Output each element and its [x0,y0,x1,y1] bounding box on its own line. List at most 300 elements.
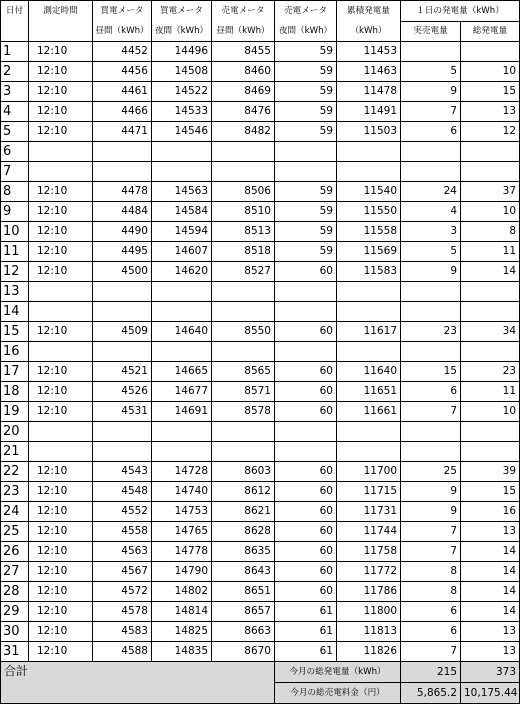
cell-actual-sold: 9 [401,482,461,502]
cell-day: 21 [1,442,29,462]
cell-time: 12:10 [29,322,93,342]
cell-total-generation: 37 [461,182,520,202]
cell-sell-night: 59 [275,222,337,242]
table-row [1,382,520,402]
cell-cumulative: 11617 [337,322,401,342]
cell-buy-night: 14825 [152,622,212,642]
cell-buy-night: 14522 [152,82,212,102]
cell-time: 12:10 [29,122,93,142]
cell-sell-day: 8482 [212,122,275,142]
cell-sell-day: 8628 [212,522,275,542]
cell-sell-day [212,162,275,182]
monthly-energy-actual: 215 [401,662,461,683]
cell-sell-day: 8651 [212,582,275,602]
cell-actual-sold: 4 [401,202,461,222]
cell-sell-day: 8527 [212,262,275,282]
cell-total-generation: 11 [461,382,520,402]
cell-time: 12:10 [29,562,93,582]
table-row [1,162,520,182]
cell-buy-day: 4452 [93,42,152,62]
cell-time: 12:10 [29,462,93,482]
cell-day: 29 [1,602,29,622]
table-row [1,42,520,62]
cell-actual-sold: 6 [401,382,461,402]
cell-day: 10 [1,222,29,242]
cell-sell-day [212,442,275,462]
cell-buy-day [93,442,152,462]
table-row [1,142,520,162]
cell-buy-day [93,422,152,442]
cell-actual-sold: 7 [401,102,461,122]
cell-time: 12:10 [29,82,93,102]
table-row [1,342,520,362]
cell-buy-day [93,282,152,302]
summary-section [1,662,520,704]
cell-time [29,422,93,442]
cell-buy-day [93,302,152,322]
cell-sell-night: 59 [275,102,337,122]
cell-buy-night: 14691 [152,402,212,422]
cell-buy-day: 4466 [93,102,152,122]
cell-sell-night: 61 [275,622,337,642]
total-label: 合計 [1,662,275,704]
cell-sell-night [275,282,337,302]
cell-buy-night: 14533 [152,102,212,122]
cell-sell-day: 8518 [212,242,275,262]
cell-time [29,142,93,162]
cell-buy-day: 4490 [93,222,152,242]
cell-time [29,342,93,362]
cell-day: 6 [1,142,29,162]
header-cumulative: 累積発電量 [337,1,401,22]
cell-time: 12:10 [29,62,93,82]
cell-cumulative: 11540 [337,182,401,202]
cell-cumulative [337,442,401,462]
header-time: 測定時間 [29,1,93,22]
cell-buy-night: 14584 [152,202,212,222]
cell-buy-night [152,142,212,162]
cell-actual-sold: 24 [401,182,461,202]
cell-sell-night: 60 [275,322,337,342]
cell-sell-day: 8550 [212,322,275,342]
cell-day: 9 [1,202,29,222]
table-row [1,582,520,602]
cell-buy-day: 4558 [93,522,152,542]
cell-buy-night: 14546 [152,122,212,142]
cell-total-generation: 13 [461,522,520,542]
cell-sell-day: 8565 [212,362,275,382]
cell-sell-day [212,302,275,322]
cell-total-generation: 14 [461,542,520,562]
cell-sell-day: 8663 [212,622,275,642]
cell-time: 12:10 [29,502,93,522]
cell-buy-day: 4578 [93,602,152,622]
cell-cumulative: 11772 [337,562,401,582]
cell-buy-night: 14765 [152,522,212,542]
cell-actual-sold [401,162,461,182]
cell-cumulative: 11558 [337,222,401,242]
cell-buy-day [93,162,152,182]
cell-cumulative: 11569 [337,242,401,262]
table-row [1,182,520,202]
cell-time: 12:10 [29,482,93,502]
cell-sell-night [275,422,337,442]
cell-buy-night [152,282,212,302]
cell-buy-day: 4552 [93,502,152,522]
cell-total-generation: 39 [461,462,520,482]
subheader-buy-night: 夜間（kWh） [152,22,212,42]
table-row [1,422,520,442]
cell-sell-day: 8460 [212,62,275,82]
table-row [1,402,520,422]
cell-actual-sold: 6 [401,122,461,142]
table-row [1,482,520,502]
subheader-sell-day: 昼間（kWh） [212,22,275,42]
cell-total-generation: 34 [461,322,520,342]
cell-sell-night: 60 [275,462,337,482]
cell-sell-night: 60 [275,562,337,582]
cell-buy-day: 4563 [93,542,152,562]
cell-buy-night: 14620 [152,262,212,282]
cell-time: 12:10 [29,522,93,542]
cell-day: 24 [1,502,29,522]
cell-day: 3 [1,82,29,102]
cell-time: 12:10 [29,222,93,242]
cell-buy-day: 4588 [93,642,152,662]
cell-day: 30 [1,622,29,642]
cell-buy-night [152,302,212,322]
cell-day: 26 [1,542,29,562]
cell-sell-night: 60 [275,362,337,382]
cell-sell-day: 8635 [212,542,275,562]
cell-total-generation [461,142,520,162]
cell-day: 15 [1,322,29,342]
monthly-fee-actual: 5,865.2 [401,683,461,704]
cell-buy-day: 4526 [93,382,152,402]
header-row [1,1,520,22]
subheader-buy-day: 昼間（kWh） [93,22,152,42]
cell-actual-sold: 8 [401,582,461,602]
cell-day: 22 [1,462,29,482]
cell-buy-night: 14753 [152,502,212,522]
cell-time: 12:10 [29,642,93,662]
cell-time: 12:10 [29,602,93,622]
cell-sell-night [275,342,337,362]
subheader-row [1,22,520,42]
cell-total-generation: 15 [461,82,520,102]
cell-buy-day: 4456 [93,62,152,82]
cell-actual-sold [401,42,461,62]
cell-time: 12:10 [29,622,93,642]
table-row [1,62,520,82]
summary-energy-row [1,662,520,683]
cell-time: 12:10 [29,542,93,562]
cell-buy-day: 4583 [93,622,152,642]
cell-total-generation: 12 [461,122,520,142]
cell-sell-night: 60 [275,522,337,542]
cell-actual-sold [401,302,461,322]
table-row [1,262,520,282]
cell-time: 12:10 [29,582,93,602]
header-sell-day: 売電メータ [212,1,275,22]
cell-total-generation [461,342,520,362]
cell-day: 19 [1,402,29,422]
cell-total-generation [461,442,520,462]
cell-cumulative: 11786 [337,582,401,602]
cell-total-generation: 10 [461,62,520,82]
header-daily-generation: １日の発電量（kWh） [401,1,520,22]
table-row [1,362,520,382]
cell-actual-sold: 15 [401,362,461,382]
cell-total-generation: 11 [461,242,520,262]
cell-sell-day: 8643 [212,562,275,582]
cell-time [29,302,93,322]
cell-time [29,282,93,302]
cell-day: 25 [1,522,29,542]
cell-cumulative: 11463 [337,62,401,82]
cell-buy-night [152,442,212,462]
table-row [1,602,520,622]
cell-sell-day: 8476 [212,102,275,122]
cell-total-generation: 14 [461,562,520,582]
cell-buy-night: 14835 [152,642,212,662]
cell-sell-day [212,142,275,162]
cell-actual-sold: 9 [401,262,461,282]
cell-day: 1 [1,42,29,62]
cell-buy-day: 4548 [93,482,152,502]
cell-sell-day: 8510 [212,202,275,222]
cell-actual-sold [401,422,461,442]
monthly-fee-label: 今月の総売電料金（円） [275,683,401,704]
cell-buy-day [93,142,152,162]
cell-buy-night: 14802 [152,582,212,602]
cell-buy-day: 4471 [93,122,152,142]
monthly-energy-label: 今月の総発電量（kWh） [275,662,401,683]
cell-actual-sold [401,442,461,462]
cell-cumulative: 11583 [337,262,401,282]
cell-cumulative [337,342,401,362]
cell-total-generation: 14 [461,582,520,602]
cell-sell-day: 8612 [212,482,275,502]
cell-buy-night: 14790 [152,562,212,582]
cell-buy-day: 4567 [93,562,152,582]
cell-buy-night: 14594 [152,222,212,242]
cell-sell-day [212,342,275,362]
cell-time: 12:10 [29,262,93,282]
cell-actual-sold: 7 [401,642,461,662]
cell-buy-night [152,342,212,362]
cell-time [29,442,93,462]
header-day: 日付 [1,1,29,22]
cell-day: 16 [1,342,29,362]
cell-sell-night: 59 [275,242,337,262]
cell-buy-day: 4521 [93,362,152,382]
table-row [1,462,520,482]
cell-total-generation: 13 [461,642,520,662]
cell-cumulative: 11731 [337,502,401,522]
cell-day: 20 [1,422,29,442]
cell-buy-day: 4478 [93,182,152,202]
table-row [1,542,520,562]
cell-sell-night: 60 [275,382,337,402]
cell-total-generation [461,302,520,322]
cell-total-generation: 14 [461,602,520,622]
cell-actual-sold [401,142,461,162]
table-body [1,1,520,662]
cell-day: 2 [1,62,29,82]
cell-cumulative: 11744 [337,522,401,542]
cell-day: 17 [1,362,29,382]
cell-cumulative: 11478 [337,82,401,102]
table-row [1,302,520,322]
cell-actual-sold [401,342,461,362]
cell-time: 12:10 [29,242,93,262]
table-row [1,322,520,342]
cell-cumulative [337,422,401,442]
cell-buy-night: 14496 [152,42,212,62]
cell-day: 8 [1,182,29,202]
cell-cumulative [337,282,401,302]
subheader-total-generation: 総発電量 [461,22,520,42]
cell-buy-night [152,162,212,182]
cell-actual-sold: 6 [401,602,461,622]
cell-sell-night: 59 [275,122,337,142]
subheader-blank-day [1,22,29,42]
cell-sell-night: 59 [275,82,337,102]
cell-sell-night [275,442,337,462]
header-sell-night: 売電メータ [275,1,337,22]
table-row [1,102,520,122]
cell-sell-night: 60 [275,542,337,562]
cell-day: 12 [1,262,29,282]
cell-buy-day: 4572 [93,582,152,602]
cell-sell-day: 8621 [212,502,275,522]
cell-sell-night [275,142,337,162]
cell-buy-day: 4543 [93,462,152,482]
cell-actual-sold: 25 [401,462,461,482]
cell-actual-sold: 7 [401,402,461,422]
cell-total-generation [461,422,520,442]
cell-buy-night: 14728 [152,462,212,482]
cell-buy-day: 4461 [93,82,152,102]
cell-total-generation: 14 [461,262,520,282]
cell-sell-day: 8603 [212,462,275,482]
cell-sell-night: 60 [275,582,337,602]
cell-total-generation: 10 [461,402,520,422]
cell-cumulative: 11503 [337,122,401,142]
cell-actual-sold: 5 [401,242,461,262]
cell-sell-day: 8455 [212,42,275,62]
cell-buy-night: 14778 [152,542,212,562]
header-buy-night: 買電メータ [152,1,212,22]
cell-total-generation: 15 [461,482,520,502]
table-row [1,242,520,262]
cell-cumulative: 11651 [337,382,401,402]
cell-total-generation: 16 [461,502,520,522]
cell-actual-sold: 6 [401,622,461,642]
cell-day: 11 [1,242,29,262]
cell-cumulative: 11800 [337,602,401,622]
cell-buy-night: 14508 [152,62,212,82]
cell-sell-day: 8571 [212,382,275,402]
cell-cumulative [337,302,401,322]
cell-cumulative: 11640 [337,362,401,382]
cell-day: 23 [1,482,29,502]
cell-buy-night: 14640 [152,322,212,342]
cell-buy-night: 14740 [152,482,212,502]
cell-sell-day: 8670 [212,642,275,662]
subheader-actual-sold: 実売電量 [401,22,461,42]
cell-sell-night: 59 [275,42,337,62]
table-row [1,82,520,102]
cell-day: 13 [1,282,29,302]
cell-sell-night: 60 [275,402,337,422]
cell-sell-night: 61 [275,602,337,622]
cell-day: 7 [1,162,29,182]
cell-cumulative [337,142,401,162]
table-row [1,522,520,542]
table-row [1,202,520,222]
monthly-fee-total: 10,175.44 [461,683,520,704]
cell-day: 31 [1,642,29,662]
cell-cumulative: 11715 [337,482,401,502]
cell-cumulative: 11758 [337,542,401,562]
cell-buy-day: 4495 [93,242,152,262]
cell-actual-sold: 5 [401,62,461,82]
cell-sell-night: 60 [275,482,337,502]
cell-buy-night: 14665 [152,362,212,382]
cell-time: 12:10 [29,202,93,222]
cell-cumulative: 11491 [337,102,401,122]
cell-sell-day: 8578 [212,402,275,422]
cell-buy-day: 4531 [93,402,152,422]
cell-buy-night: 14814 [152,602,212,622]
cell-day: 18 [1,382,29,402]
cell-sell-night: 59 [275,182,337,202]
cell-actual-sold: 9 [401,502,461,522]
cell-actual-sold: 8 [401,562,461,582]
cell-cumulative: 11813 [337,622,401,642]
table-row [1,282,520,302]
cell-time [29,162,93,182]
cell-sell-night: 60 [275,262,337,282]
table-row [1,122,520,142]
cell-time: 12:10 [29,382,93,402]
table-row [1,622,520,642]
cell-total-generation: 23 [461,362,520,382]
cell-total-generation: 13 [461,102,520,122]
cell-total-generation: 13 [461,622,520,642]
cell-sell-day [212,282,275,302]
cell-day: 4 [1,102,29,122]
cell-cumulative: 11700 [337,462,401,482]
table-row [1,222,520,242]
subheader-sell-night: 夜間（kWh） [275,22,337,42]
cell-total-generation [461,42,520,62]
cell-day: 5 [1,122,29,142]
cell-buy-night: 14563 [152,182,212,202]
monthly-energy-total: 373 [461,662,520,683]
cell-sell-night [275,162,337,182]
cell-sell-night: 59 [275,202,337,222]
cell-buy-day: 4509 [93,322,152,342]
cell-actual-sold: 7 [401,542,461,562]
cell-actual-sold [401,282,461,302]
cell-total-generation [461,282,520,302]
cell-cumulative: 11453 [337,42,401,62]
cell-cumulative: 11661 [337,402,401,422]
table-row [1,442,520,462]
